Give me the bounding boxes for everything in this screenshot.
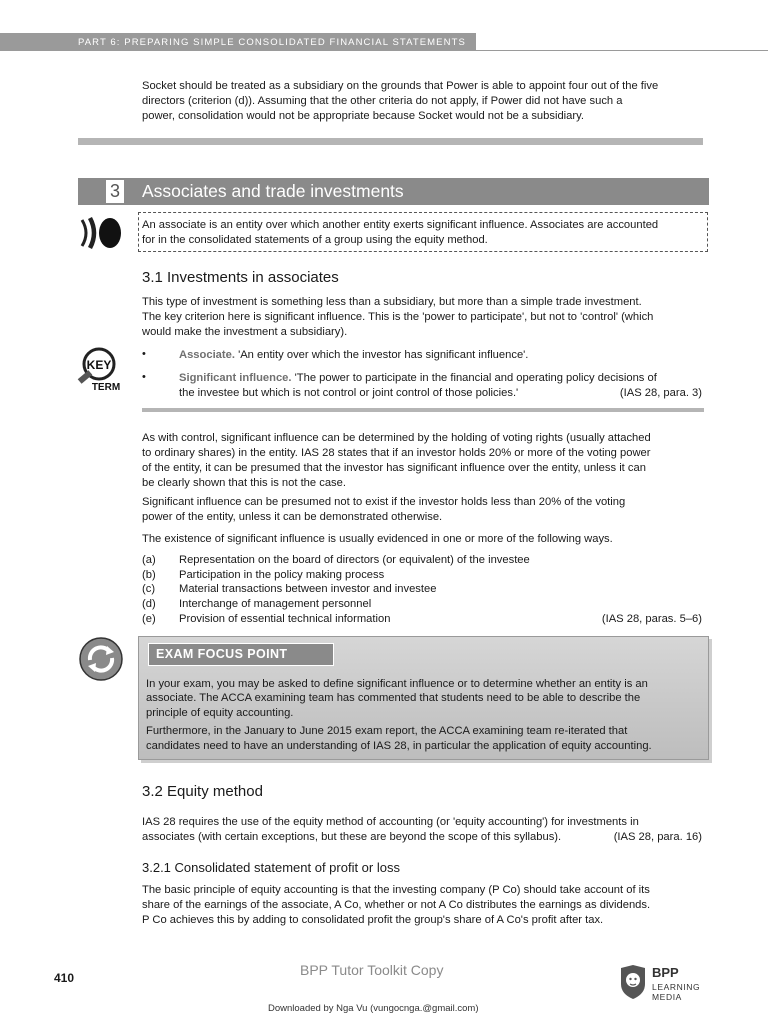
exam-focus-line: Furthermore, in the January to June 2015 exam report, the ACCA examining team re-iterated that bbox=[146, 725, 628, 737]
list-label: (a) bbox=[142, 554, 156, 566]
paragraph-line: This type of investment is something less than a subsidiary, but more than a simple trade investment. bbox=[142, 296, 642, 308]
list-text: Representation on the board of directors (or equivalent) of the investee bbox=[179, 554, 530, 566]
intro-line: power, consolidation would not be appropriate because Socket would not be a subsidiary. bbox=[142, 110, 584, 122]
subsection-title: 3.2 Equity method bbox=[142, 783, 263, 800]
paragraph-line: be clearly shown that this is not the case. bbox=[142, 477, 346, 489]
paragraph-line: power of the entity, unless it can be demonstrated otherwise. bbox=[142, 511, 443, 523]
list-label: (d) bbox=[142, 598, 156, 610]
list-label: (e) bbox=[142, 613, 156, 625]
watermark: BPP Tutor Toolkit Copy bbox=[300, 962, 444, 978]
key-term-definition-cont: the investee but which is not control or joint control of those policies.' bbox=[179, 387, 519, 399]
paragraph-line: The key criterion here is significant influence. This is the 'power to participate', but not to 'control' (which bbox=[142, 311, 654, 323]
logo-subtitle: MEDIA bbox=[652, 992, 682, 1002]
standard-reference: (IAS 28, para. 16) bbox=[613, 831, 702, 843]
header-rule bbox=[476, 50, 768, 51]
paragraph-line: IAS 28 requires the use of the equity method of accounting (or 'equity accounting') for investments in bbox=[142, 816, 639, 828]
paragraph-line: As with control, significant influence can be determined by the holding of voting rights (usually attached bbox=[142, 432, 651, 444]
paragraph-line: associates (with certain exceptions, but these are beyond the scope of this syllabus). bbox=[142, 831, 562, 843]
paragraph-line: The existence of significant influence is usually evidenced in one or more of the following ways. bbox=[142, 533, 613, 545]
key-term-definition: 'The power to participate in the financial and operating policy decisions of bbox=[294, 372, 657, 384]
definition-line: An associate is an entity over which another entity exerts significant influence. Associates are accounted bbox=[142, 219, 659, 231]
paragraph-line: of the entity, it can be presumed that the investor has significant influence over the entity, unless it can bbox=[142, 462, 646, 474]
logo-name: BPP bbox=[652, 965, 679, 980]
running-header: PART 6: PREPARING SIMPLE CONSOLIDATED FINANCIAL STATEMENTS bbox=[78, 37, 466, 48]
bullet: • bbox=[142, 371, 146, 383]
logo-subtitle: LEARNING bbox=[652, 982, 701, 992]
exam-focus-line: principle of equity accounting. bbox=[146, 707, 294, 719]
definition-line: for in the consolidated statements of a group using the equity method. bbox=[142, 234, 488, 246]
list-text: Material transactions between investor and investee bbox=[179, 583, 437, 595]
paragraph-line: would make the investment a subsidiary). bbox=[142, 326, 348, 338]
key-term-divider bbox=[142, 408, 704, 412]
sub-subsection-title: 3.2.1 Consolidated statement of profit or loss bbox=[142, 860, 400, 875]
standard-reference: (IAS 28, paras. 5–6) bbox=[601, 613, 702, 625]
download-notice: Downloaded by Nga Vu (vungocnga.@gmail.com) bbox=[268, 1003, 479, 1014]
list-item bbox=[142, 612, 702, 627]
section-number: 3 bbox=[106, 180, 124, 203]
list-text: Participation in the policy making process bbox=[179, 569, 385, 581]
subsection-title: 3.1 Investments in associates bbox=[142, 269, 339, 286]
exam-focus-icon bbox=[78, 636, 124, 682]
key-term-label-bottom: TERM bbox=[91, 382, 121, 392]
paragraph-line: P Co achieves this by adding to consolidated profit the group's share of A Co's profit after tax. bbox=[142, 914, 604, 926]
intro-line: directors (criterion (d)). Assuming that the other criteria do not apply, if Power did not have such a bbox=[142, 95, 623, 107]
section-divider bbox=[78, 138, 703, 145]
section-title: Associates and trade investments bbox=[142, 181, 404, 201]
list-label: (c) bbox=[142, 583, 156, 595]
bpp-lion-logo-icon bbox=[618, 964, 648, 1000]
list-text: Interchange of management personnel bbox=[179, 598, 372, 610]
definition-text bbox=[142, 218, 702, 248]
standard-reference: (IAS 28, para. 3) bbox=[619, 387, 702, 399]
paragraph-line: Significant influence can be presumed not to exist if the investor holds less than 20% of the voting bbox=[142, 496, 626, 508]
paragraph-line: share of the earnings of the associate, A Co, whether or not A Co distributes the earnings as dividends. bbox=[142, 899, 651, 911]
key-term-definition: 'An entity over which the investor has significant influence'. bbox=[238, 349, 529, 361]
exam-focus-line: In your exam, you may be asked to define significant influence or to determine whether an entity is an bbox=[146, 678, 648, 690]
paragraph-line: The basic principle of equity accounting is that the investing company (P Co) should take account of its bbox=[142, 884, 650, 896]
exam-focus-line: associate. The ACCA examining team has commented that students need to be able to describe the bbox=[146, 692, 641, 704]
key-term: Associate. bbox=[179, 349, 235, 361]
list-text: Provision of essential technical information bbox=[179, 613, 391, 625]
paragraph-line: to ordinary shares) in the entity. IAS 28 states that if an investor holds 20% or more of the voting power bbox=[142, 447, 651, 459]
key-term-label-top: KEY bbox=[86, 358, 112, 372]
exam-focus-title: EXAM FOCUS POINT bbox=[156, 647, 288, 661]
key-term: Significant influence. bbox=[179, 372, 292, 384]
exam-focus-line: candidates need to have an understanding of IAS 28, in particular the application of equity accounting. bbox=[146, 740, 652, 752]
page-number: 410 bbox=[54, 971, 75, 985]
intro-line: Socket should be treated as a subsidiary on the grounds that Power is able to appoint four out of the five bbox=[142, 80, 659, 92]
key-term-item bbox=[142, 371, 704, 403]
definition-arrow-icon bbox=[80, 212, 126, 254]
key-term-icon bbox=[76, 344, 124, 392]
list-label: (b) bbox=[142, 569, 156, 581]
bullet: • bbox=[142, 348, 146, 360]
